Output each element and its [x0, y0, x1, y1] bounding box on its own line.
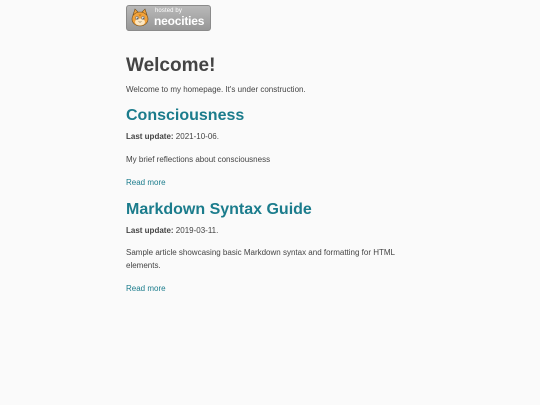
post-date-value: 2019-03-11.: [175, 226, 219, 235]
post-summary: My brief reflections about consciousness: [126, 155, 271, 164]
badge-neocities-text: neocities: [154, 14, 205, 28]
post-date-label: Last update:: [126, 226, 174, 235]
post-date: [126, 132, 219, 141]
post-title-markdown-syntax-guide[interactable]: Markdown Syntax Guide: [126, 201, 312, 218]
welcome-text: Welcome to my homepage. It's under construction.: [126, 85, 306, 94]
post-title-consciousness[interactable]: Consciousness: [126, 107, 245, 124]
page-title: Welcome!: [126, 55, 216, 76]
post-summary: Sample article showcasing basic Markdown syntax and formatting for HTML elements.: [126, 248, 395, 270]
post-date: [126, 226, 218, 235]
badge-hosted-by-text: hosted by: [155, 8, 182, 14]
post-date-label: Last update:: [126, 132, 174, 141]
post-date-value: 2021-10-06.: [175, 132, 219, 141]
read-more-link[interactable]: Read more: [126, 178, 166, 187]
neocities-cat-icon: [130, 8, 150, 28]
read-more-link[interactable]: Read more: [126, 284, 166, 293]
neocities-badge[interactable]: [126, 5, 211, 31]
